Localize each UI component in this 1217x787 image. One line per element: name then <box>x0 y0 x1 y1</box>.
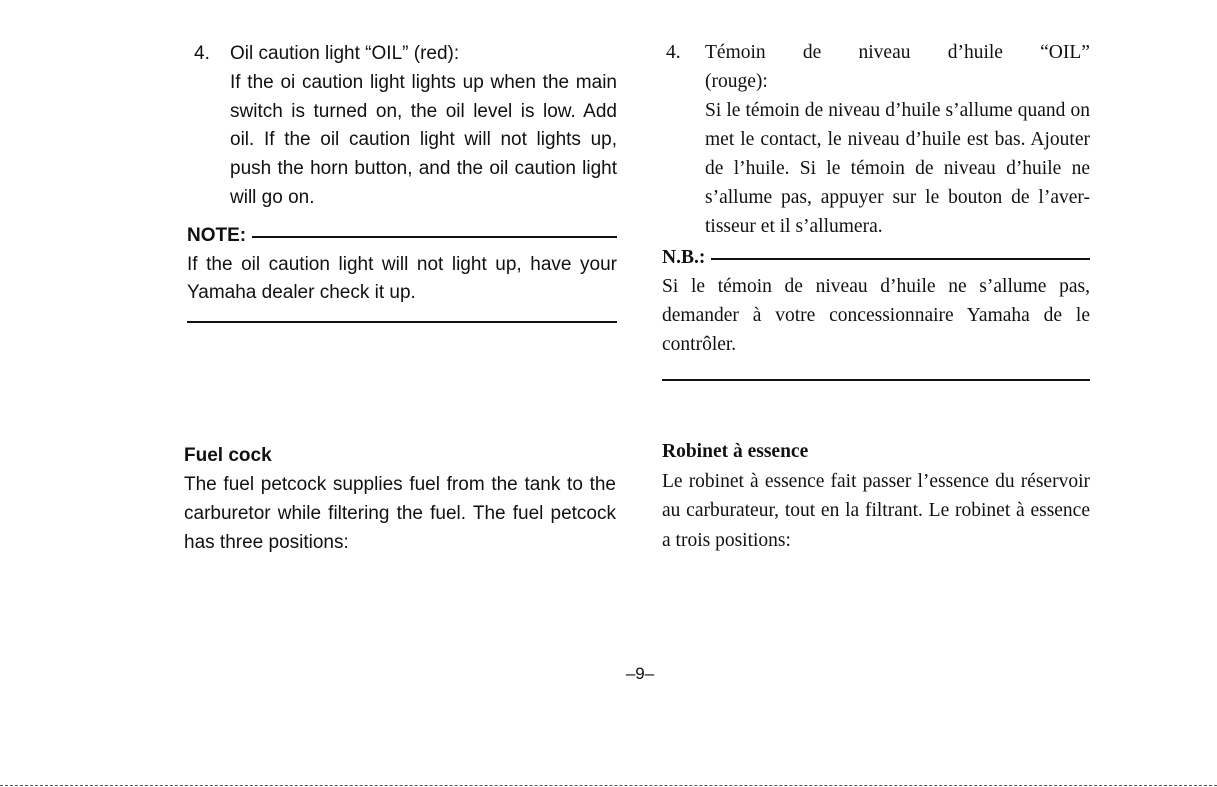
note-rule <box>711 258 1090 260</box>
page-bottom-rule <box>0 785 1217 786</box>
section-body: The fuel petcock supplies fuel from the tank to the carburetor while filtering the fuel. The fuel petcock has three positions: <box>184 474 616 553</box>
section-heading: Robinet à essence <box>662 441 809 462</box>
title-word: d’huile <box>947 42 1003 63</box>
item-body: Si le témoin de niveau d’huile s’allume quand on met le contact, le niveau d’huile est bas. Ajouter de l’huile. Si le témoin de niveau d’huile ne s’allume pas, appuyer sur le bouton de l’aver-tisseur et il s’allumera. <box>705 100 1090 237</box>
item-title <box>705 38 1090 67</box>
oil-caution-item-fr <box>662 38 1090 241</box>
page-number: –9– <box>625 664 655 683</box>
fuel-cock-section-en <box>184 441 616 557</box>
note-label: N.B.: <box>662 247 706 268</box>
item-number: 4. <box>666 42 681 63</box>
title-word: niveau <box>858 42 911 63</box>
english-column <box>187 40 617 323</box>
note-label: NOTE: <box>187 224 247 246</box>
note-heading <box>662 243 1090 272</box>
title-word: “OIL” <box>1040 42 1090 63</box>
title-word: de <box>802 42 822 63</box>
item-subtitle: (rouge): <box>705 71 768 92</box>
item-number: 4. <box>194 43 210 64</box>
section-body: Le robinet à essence fait passer l’essence du réservoir au carburateur, tout en la filtrant. Le robinet à essence a trois positions: <box>662 470 1090 551</box>
french-column <box>662 38 1090 381</box>
note-block-fr <box>662 243 1090 381</box>
item-body: If the oi caution light lights up when the main switch is turned on, the oil level is low. Add oil. If the oil caution light will not lights up, push the horn button, and the oil caution light will go on. <box>230 71 617 208</box>
section-heading: Fuel cock <box>184 445 272 466</box>
title-word: Témoin <box>705 42 766 63</box>
note-end-rule <box>187 321 617 323</box>
note-text: If the oil caution light will not light up, have your Yamaha dealer check it up. <box>187 253 617 304</box>
item-title: Oil caution light “OIL” (red): <box>230 43 460 64</box>
note-rule <box>252 236 617 238</box>
note-heading <box>187 222 617 251</box>
note-text: Si le témoin de niveau d’huile ne s’allume pas, demander à votre concessionnaire Yamaha de le contrôler. <box>662 276 1090 355</box>
fuel-cock-section-fr <box>662 437 1090 555</box>
oil-caution-item-en <box>187 40 617 213</box>
note-end-rule <box>662 379 1090 381</box>
note-block-en <box>187 222 617 323</box>
